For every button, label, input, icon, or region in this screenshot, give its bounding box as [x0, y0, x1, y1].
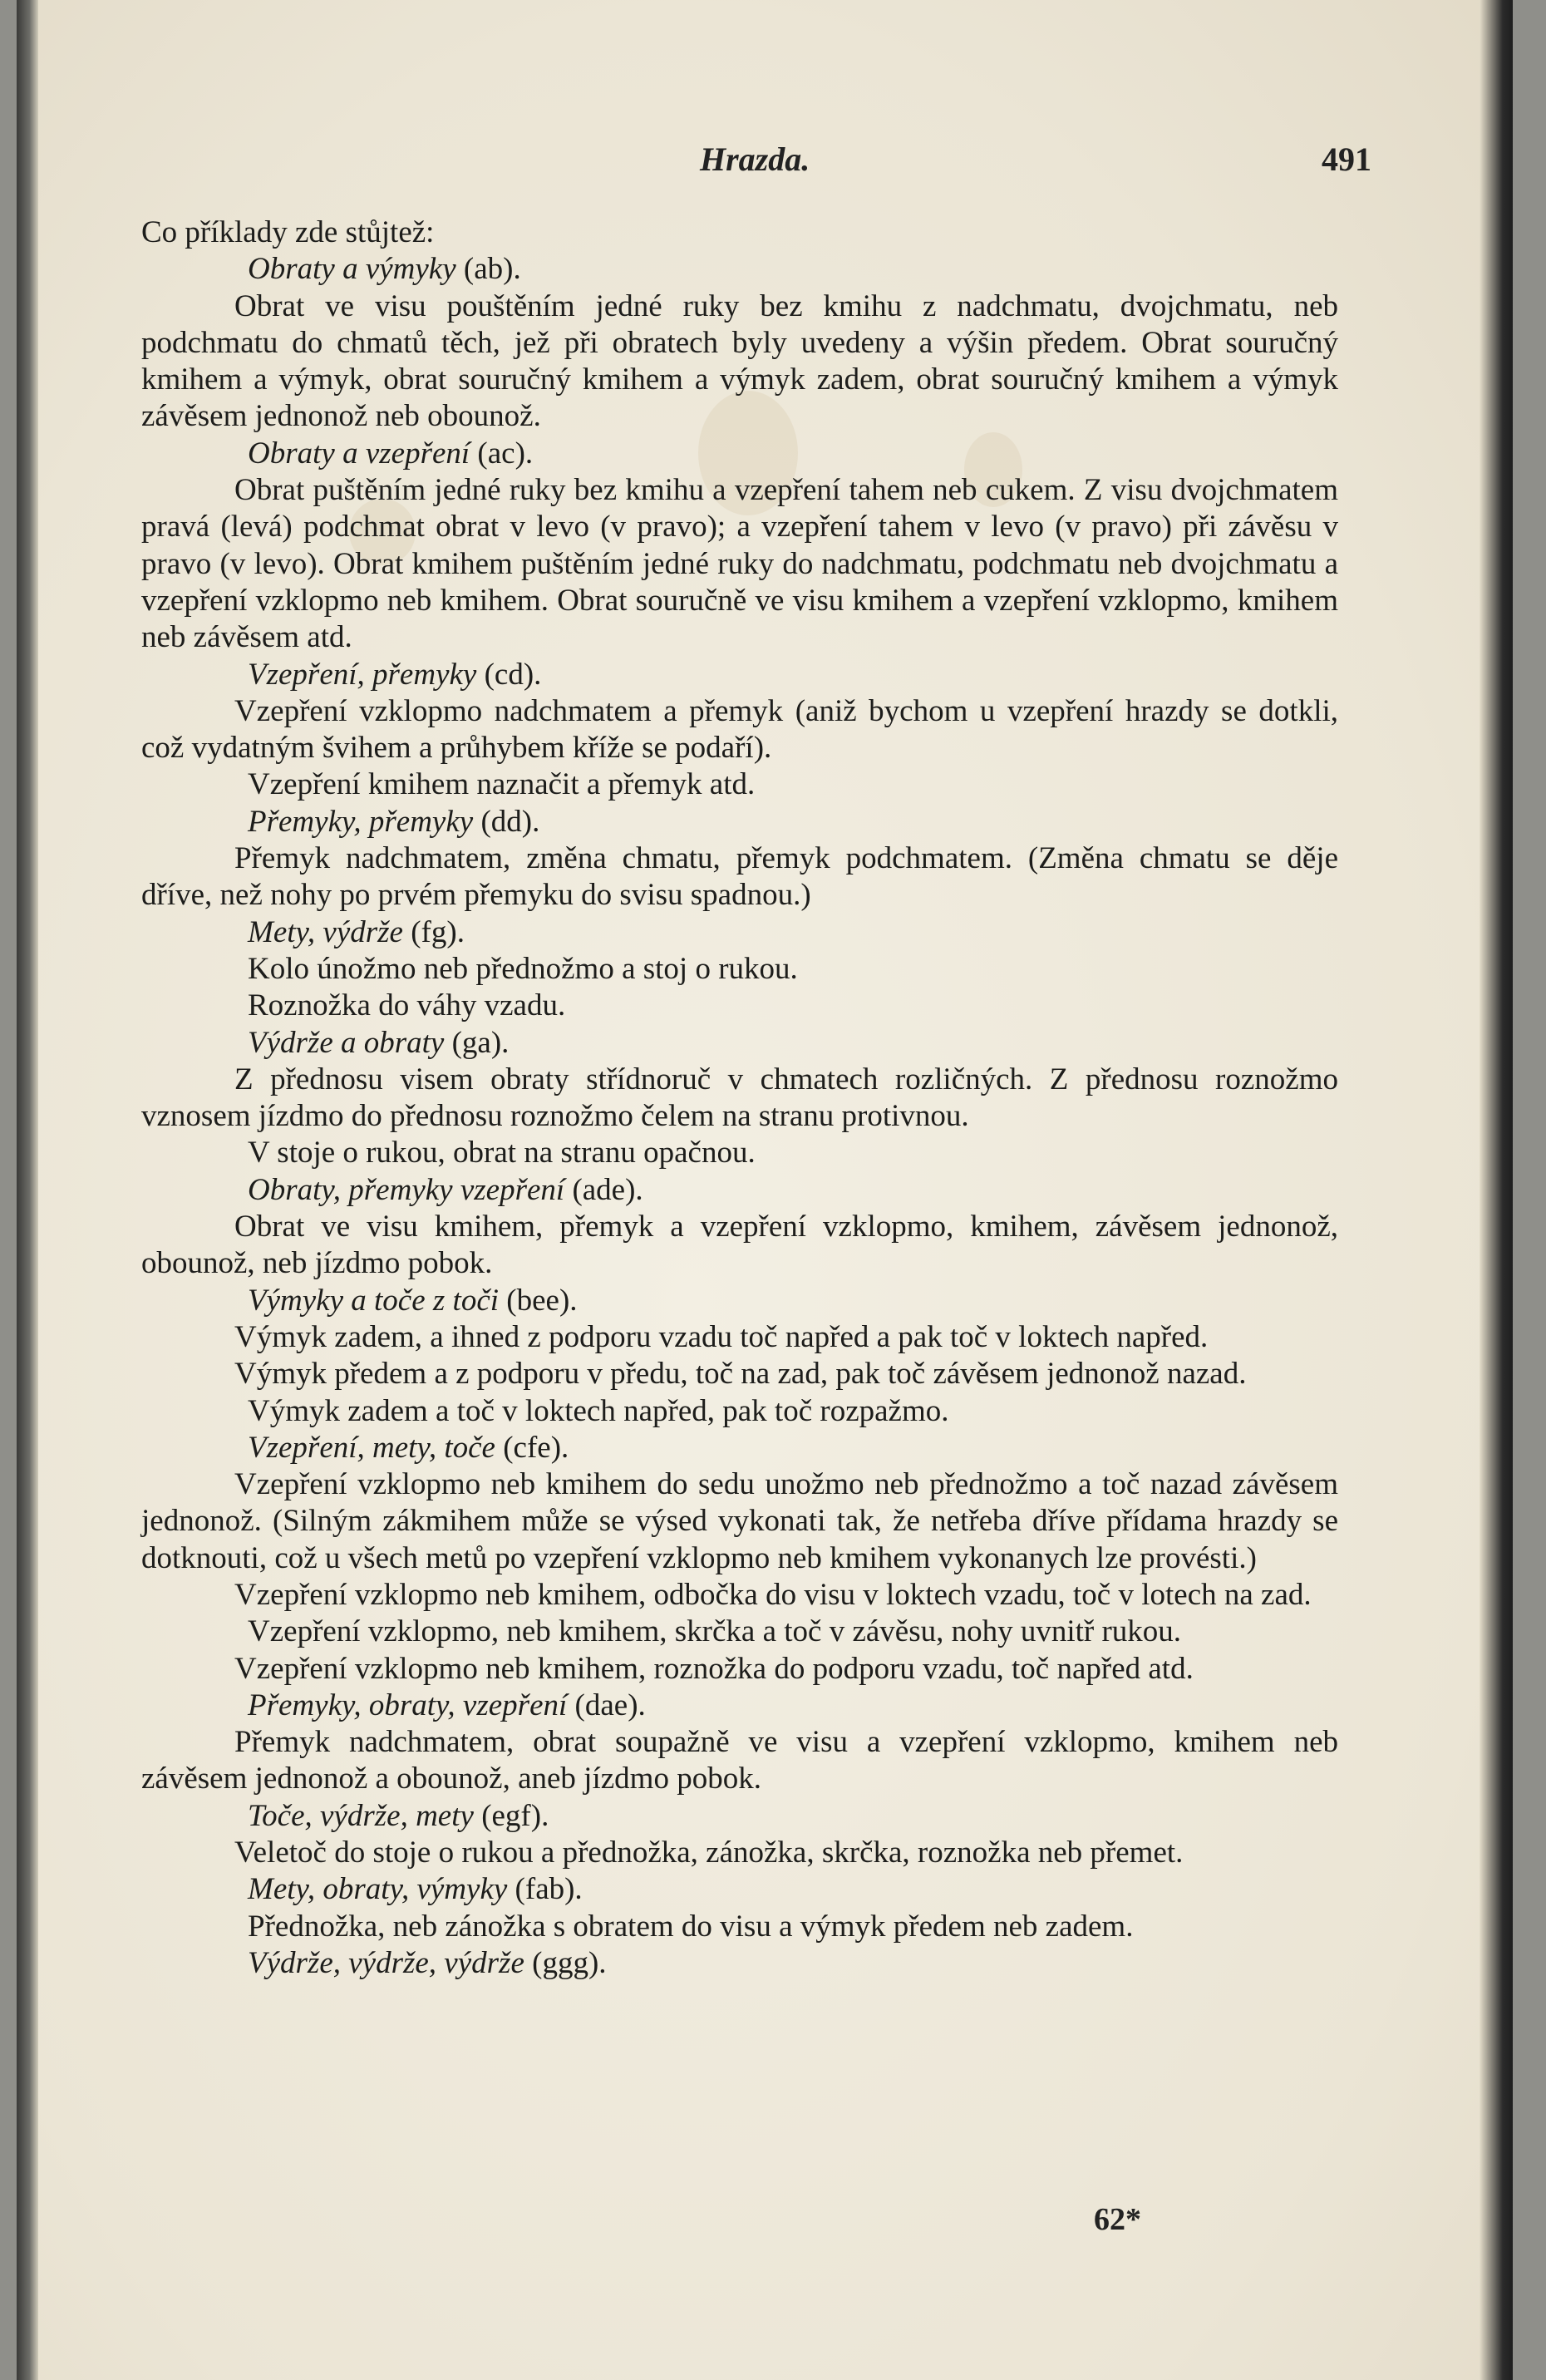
heading-code: (bee).: [506, 1283, 578, 1318]
page-edge-shadow: [1480, 0, 1513, 2380]
paragraph: Výmyk zadem a toč v loktech napřed, pak toč rozpažmo.: [248, 1393, 949, 1428]
section-heading: [141, 1025, 1338, 1062]
section-heading: [141, 1688, 1338, 1724]
paragraph: Vzepření vzklopmo, neb kmihem, skrčka a toč v závěsu, nohy uvnitř rukou.: [248, 1614, 1182, 1649]
paragraph: Výmyk předem a z podporu v předu, toč na zad, pak toč závěsem jednonož nazad.: [234, 1357, 1247, 1392]
heading-code: (egf).: [481, 1798, 549, 1833]
section-heading: [141, 804, 1338, 840]
heading-label: Obraty a výmyky: [248, 252, 456, 287]
section-heading: [141, 914, 1338, 951]
heading-label: Toče, výdrže, mety: [248, 1798, 474, 1833]
heading-code: (ga).: [451, 1025, 510, 1060]
heading-code: (ade).: [572, 1172, 643, 1207]
paragraph: Kolo únožmo neb přednožmo a stoj o rukou.: [248, 951, 798, 986]
heading-code: (cfe).: [503, 1430, 569, 1465]
book-spine-shadow: [17, 0, 38, 2380]
paragraph: Přednožka, neb zánožka s obratem do visu a výmyk předem neb zadem.: [248, 1909, 1134, 1944]
heading-code: (cd).: [484, 657, 542, 692]
heading-label: Výmyky a toče z toči: [248, 1283, 500, 1318]
paragraph: Vzepření kmihem naznačit a přemyk atd.: [248, 767, 756, 802]
heading-label: Přemyky, obraty, vzepření: [248, 1688, 568, 1722]
heading-code: (ab).: [463, 252, 521, 287]
paragraph: Přemyk nadchmatem, změna chmatu, přemyk podchmatem. (Změna chmatu se děje dříve, než nohy po prvém přemyku do svisu spadnou.): [141, 841, 1338, 913]
paragraph: Obrat puštěním jedné ruky bez kmihu a vzepření tahem neb cukem. Z visu dvojchmatem pravá (levá) podchmat obrat v levo (v pravo); a vzepření tahem v levo (v pravo) při závěsu v pravo (v levo). Obrat kmihem puštěním jedné ruky do nadchmatu, podchmatu neb dvojchmatu a vzepření vzklopmo neb kmihem. Obrat souručně ve visu kmihem a vzepření vzklopmo, kmihem neb závěsem atd.: [141, 473, 1338, 655]
signature-mark: 62*: [1094, 2202, 1141, 2237]
paragraph: Obrat ve visu kmihem, přemyk a vzepření vzklopmo, kmihem, závěsem jednonož, obounož, neb jízdmo pobok.: [141, 1210, 1338, 1281]
paragraph: Vzepření vzklopmo nadchmatem a přemyk (aniž bychom u vzepření hrazdy se dotkli, což vydatným švihem a průhybem kříže se podaří).: [141, 693, 1338, 766]
section-heading: [141, 657, 1338, 693]
heading-code: (ggg).: [532, 1945, 607, 1980]
paragraph: Obrat ve visu pouštěním jedné ruky bez kmihu z nadchmatu, dvojchmatu, neb podchmatu do chmatů těch, jež při obratech byly uvedeny a výšin předem. Obrat souručný kmihem a výmyk, obrat souručný kmihem a výmyk zadem, obrat souručný kmihem a výmyk závěsem jednonož neb obounož.: [141, 288, 1338, 434]
paragraph: Z přednosu visem obraty střídnoruč v chmatech rozličných. Z přednosu roznožmo vznosem jízdmo do přednosu roznožmo čelem na stranu protivnou.: [141, 1062, 1338, 1134]
heading-label: Vzepření, mety, toče: [248, 1430, 495, 1465]
heading-code: (fg).: [411, 914, 465, 949]
section-heading: [141, 1871, 1338, 1908]
paragraph: Výmyk zadem, a ihned z podporu vzadu toč napřed a pak toč v loktech napřed.: [234, 1319, 1209, 1354]
section-heading: [141, 1430, 1338, 1466]
heading-code: (dd).: [480, 804, 540, 839]
heading-label: Přemyky, přemyky: [248, 804, 474, 839]
section-heading: [141, 1798, 1338, 1835]
paragraph: V stoje o rukou, obrat na stranu opačnou.: [248, 1136, 756, 1170]
running-title: Hrazda.: [700, 140, 810, 178]
heading-label: Obraty, přemyky vzepření: [248, 1172, 565, 1207]
section-heading: [141, 436, 1338, 472]
heading-label: Výdrže a obraty: [248, 1025, 445, 1060]
heading-code: (ac).: [477, 436, 534, 471]
heading-label: Výdrže, výdrže, výdrže: [248, 1945, 524, 1980]
intro-line: Co příklady zde stůjtež:: [141, 215, 435, 249]
section-heading: [141, 1945, 1338, 1982]
section-heading: [141, 1283, 1338, 1319]
body-text: [141, 214, 1338, 1982]
heading-code: (dae).: [574, 1688, 646, 1722]
paragraph: Vzepření vzklopmo neb kmihem do sedu unožmo neb přednožmo a toč nazad závěsem jednonož. (Silným zákmihem může se výsed vykonati tak, že netřeba dříve přídama hrazdy se dotknouti, což u všech metů po vzepření vzklopmo neb kmihem vykonanych lze provésti.): [141, 1467, 1338, 1575]
heading-label: Vzepření, přemyky: [248, 657, 477, 692]
page-number: 491: [1322, 140, 1371, 178]
heading-label: Obraty a vzepření: [248, 436, 470, 471]
paragraph: Veletoč do stoje o rukou a přednožka, zánožka, skrčka, roznožka neb přemet.: [234, 1836, 1184, 1870]
heading-label: Mety, výdrže: [248, 914, 403, 949]
page-header: [682, 140, 1371, 190]
section-heading: [141, 251, 1338, 288]
heading-code: (fab).: [515, 1872, 583, 1907]
heading-label: Mety, obraty, výmyky: [248, 1872, 508, 1907]
paragraph: Vzepření vzklopmo neb kmihem, odbočka do visu v loktech vzadu, toč v lotech na zad.: [234, 1577, 1312, 1612]
paragraph: Vzepření vzklopmo neb kmihem, roznožka do podporu vzadu, toč napřed atd.: [234, 1651, 1194, 1686]
paragraph: Přemyk nadchmatem, obrat soupažně ve visu a vzepření vzklopmo, kmihem neb závěsem jednonož a obounož, aneb jízdmo pobok.: [141, 1725, 1338, 1796]
section-heading: [141, 1172, 1338, 1209]
paragraph: Roznožka do váhy vzadu.: [248, 988, 566, 1023]
